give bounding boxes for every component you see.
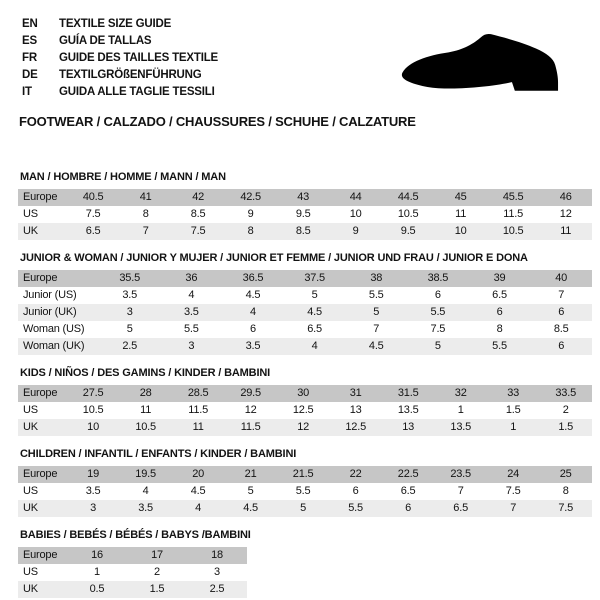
table-row (18, 564, 247, 581)
size-value: 32 (454, 387, 467, 400)
size-table-section-man (18, 171, 592, 240)
table-row (18, 581, 247, 598)
row-label: Europe (23, 387, 58, 400)
row-label: Europe (23, 191, 58, 204)
size-value: 31.5 (397, 387, 419, 400)
size-tables (18, 171, 592, 598)
size-value: 6 (558, 340, 565, 353)
size-value: 4.5 (368, 340, 384, 353)
language-code: ES (22, 34, 37, 47)
size-value: 46 (559, 191, 572, 204)
size-value: 5.5 (183, 323, 199, 336)
size-value: 12.5 (345, 421, 366, 434)
size-value: 28 (139, 387, 152, 400)
size-value: 8 (247, 225, 254, 238)
size-value: 10 (349, 208, 362, 221)
size-value: 8.5 (295, 225, 311, 238)
size-value: 11.5 (240, 421, 261, 434)
size-value: 6 (405, 502, 412, 515)
size-value: 12 (559, 208, 572, 221)
size-value: 4 (311, 340, 318, 353)
size-table-section-kids (18, 367, 592, 436)
table-title: BABIES / BEBÉS / BÉBÉS / BABYS /BAMBINI (20, 528, 251, 541)
row-label: US (23, 404, 38, 417)
row-label: Woman (UK) (23, 340, 85, 353)
size-value: 35.5 (119, 272, 140, 285)
size-value: 17 (151, 549, 163, 562)
size-value: 22.5 (397, 468, 419, 481)
table-row (18, 500, 592, 517)
size-value: 5 (434, 340, 441, 353)
size-value: 2 (562, 404, 569, 417)
size-value: 10.5 (82, 404, 104, 417)
size-value: 23.5 (450, 468, 471, 481)
size-value: 6 (434, 289, 441, 302)
table-title: CHILDREN / INFANTIL / ENFANTS / KINDER / BAMBINI (20, 447, 297, 460)
size-value: 13 (349, 404, 362, 417)
size-value: 5 (247, 485, 254, 498)
size-value: 7.5 (505, 485, 521, 498)
size-value: 6 (352, 485, 359, 498)
row-label: UK (23, 502, 38, 515)
size-value: 7 (510, 502, 517, 515)
size-value: 6 (496, 306, 503, 319)
size-value: 12.5 (292, 404, 314, 417)
size-value: 8.5 (553, 323, 569, 336)
size-value: 11.5 (503, 208, 524, 221)
size-value: 45.5 (502, 191, 524, 204)
size-value: 12 (297, 421, 310, 434)
size-table-section-junior (18, 252, 592, 355)
size-value: 3.5 (85, 485, 101, 498)
size-value: 10 (87, 421, 100, 434)
row-label: UK (23, 583, 38, 596)
row-label: Europe (23, 468, 58, 481)
size-value: 33 (507, 387, 520, 400)
size-value: 8 (142, 208, 149, 221)
size-value: 3.5 (122, 289, 138, 302)
row-label: Woman (US) (23, 323, 85, 336)
row-label: US (23, 208, 38, 221)
size-value: 24 (507, 468, 520, 481)
size-value: 5.5 (295, 485, 311, 498)
size-value: 7.5 (85, 208, 101, 221)
size-value: 11 (192, 421, 204, 434)
size-value: 4 (195, 502, 202, 515)
row-label: Junior (UK) (23, 306, 77, 319)
size-value: 5 (311, 289, 318, 302)
size-value: 7.5 (190, 225, 206, 238)
language-label: TEXTILE SIZE GUIDE (59, 17, 172, 30)
size-value: 7 (457, 485, 464, 498)
size-value: 38 (370, 272, 383, 285)
size-value: 3.5 (183, 306, 199, 319)
size-value: 4.5 (245, 289, 261, 302)
language-label: GUÍA DE TALLAS (59, 34, 152, 47)
size-value: 4 (188, 289, 195, 302)
size-value: 1 (94, 566, 100, 579)
size-value: 40.5 (82, 191, 104, 204)
size-value: 21.5 (292, 468, 314, 481)
size-value: 5 (373, 306, 380, 319)
table-row (18, 189, 592, 206)
size-value: 5 (300, 502, 307, 515)
size-value: 1 (457, 404, 464, 417)
size-value: 25 (559, 468, 572, 481)
size-value: 19.5 (135, 468, 156, 481)
size-value: 43 (297, 191, 310, 204)
language-code: DE (22, 69, 38, 82)
size-value: 36 (185, 272, 198, 285)
size-value: 31 (349, 387, 362, 400)
table-row (18, 223, 592, 240)
size-value: 11.5 (188, 404, 209, 417)
row-label: US (23, 566, 38, 579)
size-value: 33.5 (555, 387, 576, 400)
table-title: KIDS / NIÑOS / DES GAMINS / KINDER / BAMBINI (20, 366, 271, 379)
size-value: 10 (454, 225, 467, 238)
size-value: 7.5 (558, 502, 574, 515)
size-value: 39 (493, 272, 506, 285)
table-row (18, 206, 592, 223)
size-value: 0.5 (89, 583, 105, 596)
size-value: 2.5 (122, 340, 138, 353)
category-title: FOOTWEAR / CALZADO / CHAUSSURES / SCHUHE / CALZATURE (19, 113, 416, 129)
language-code: EN (22, 17, 38, 30)
size-value: 5.5 (492, 340, 507, 353)
size-value: 5.5 (348, 502, 363, 515)
size-value: 9 (247, 208, 254, 221)
size-value: 9.5 (400, 225, 416, 238)
size-value: 44.5 (397, 191, 419, 204)
size-value: 3 (214, 566, 220, 579)
size-table-section-children (18, 448, 592, 517)
size-value: 29.5 (240, 387, 261, 400)
size-value: 6.5 (453, 502, 468, 515)
size-value: 1.5 (558, 421, 574, 434)
size-value: 20 (192, 468, 205, 481)
language-label: GUIDE DES TAILLES TEXTILE (59, 51, 218, 64)
language-label: TEXTILGRÖßENFÜHRUNG (59, 69, 202, 82)
size-value: 5.5 (368, 289, 384, 302)
table-row (18, 483, 592, 500)
size-value: 3 (126, 306, 133, 319)
size-value: 4.5 (190, 485, 206, 498)
table-row (18, 385, 592, 402)
size-value: 13.5 (397, 404, 419, 417)
size-value: 40 (555, 272, 568, 285)
size-table-junior (18, 270, 592, 355)
table-row (18, 321, 592, 338)
size-value: 1.5 (505, 404, 521, 417)
shoe-icon (390, 14, 584, 110)
size-value: 11 (560, 225, 572, 238)
language-label: GUIDA ALLE TAGLIE TESSILI (59, 86, 215, 99)
row-label: US (23, 485, 38, 498)
size-value: 10.5 (135, 421, 156, 434)
size-value: 8 (562, 485, 569, 498)
size-value: 10.5 (502, 225, 524, 238)
table-title: JUNIOR & WOMAN / JUNIOR Y MUJER / JUNIOR ET FEMME / JUNIOR UND FRAU / JUNIOR E DONA (20, 251, 528, 264)
size-value: 12 (244, 404, 257, 417)
size-value: 6.5 (307, 323, 322, 336)
language-code: FR (22, 51, 37, 64)
size-value: 2 (154, 566, 160, 579)
size-value: 9.5 (295, 208, 311, 221)
table-row (18, 402, 592, 419)
size-value: 3 (90, 502, 97, 515)
size-value: 11 (140, 404, 152, 417)
size-value: 44 (349, 191, 362, 204)
table-row (18, 466, 592, 483)
size-value: 28.5 (187, 387, 209, 400)
size-value: 7 (142, 225, 149, 238)
size-value: 27.5 (82, 387, 104, 400)
row-label: Europe (23, 272, 58, 285)
size-value: 41 (139, 191, 152, 204)
size-value: 19 (87, 468, 100, 481)
size-value: 38.5 (427, 272, 449, 285)
size-value: 6 (558, 306, 565, 319)
table-row (18, 304, 592, 321)
size-value: 22 (349, 468, 362, 481)
size-value: 3 (188, 340, 195, 353)
size-value: 5.5 (430, 306, 446, 319)
size-value: 13 (402, 421, 415, 434)
table-row (18, 338, 592, 355)
size-value: 4.5 (243, 502, 258, 515)
size-table-children (18, 466, 592, 517)
size-value: 42.5 (240, 191, 261, 204)
size-value: 6.5 (492, 289, 507, 302)
size-value: 42 (192, 191, 205, 204)
size-value: 10.5 (397, 208, 419, 221)
table-title: MAN / HOMBRE / HOMME / MANN / MAN (20, 170, 226, 183)
size-value: 6.5 (85, 225, 101, 238)
size-value: 7.5 (430, 323, 446, 336)
size-value: 16 (91, 549, 103, 562)
size-value: 3.5 (245, 340, 261, 353)
size-table-man (18, 189, 592, 240)
size-value: 1 (510, 421, 517, 434)
row-label: UK (23, 421, 38, 434)
size-value: 5 (126, 323, 133, 336)
size-value: 3.5 (138, 502, 153, 515)
size-value: 18 (211, 549, 223, 562)
size-value: 7 (558, 289, 565, 302)
size-table-kids (18, 385, 592, 436)
size-value: 1.5 (149, 583, 165, 596)
size-value: 8.5 (190, 208, 206, 221)
row-label: Europe (23, 549, 58, 562)
table-row (18, 287, 592, 304)
size-value: 45 (454, 191, 467, 204)
size-value: 4 (142, 485, 149, 498)
table-row (18, 270, 592, 287)
size-value: 6.5 (400, 485, 416, 498)
size-value: 13.5 (450, 421, 472, 434)
size-value: 2.5 (209, 583, 225, 596)
language-code: IT (22, 86, 32, 99)
size-value: 36.5 (242, 272, 264, 285)
size-value: 9 (352, 225, 359, 238)
row-label: Junior (US) (23, 289, 77, 302)
size-value: 21 (244, 468, 257, 481)
table-row (18, 547, 247, 564)
size-table-section-babies (18, 529, 592, 598)
size-table-babies (18, 547, 247, 598)
row-label: UK (23, 225, 38, 238)
size-value: 4.5 (307, 306, 322, 319)
size-value: 4 (250, 306, 256, 319)
size-value: 11 (455, 208, 467, 221)
size-value: 7 (373, 323, 380, 336)
size-value: 6 (250, 323, 256, 336)
size-value: 37.5 (304, 272, 325, 285)
table-row (18, 419, 592, 436)
size-value: 30 (297, 387, 310, 400)
size-value: 8 (496, 323, 503, 336)
